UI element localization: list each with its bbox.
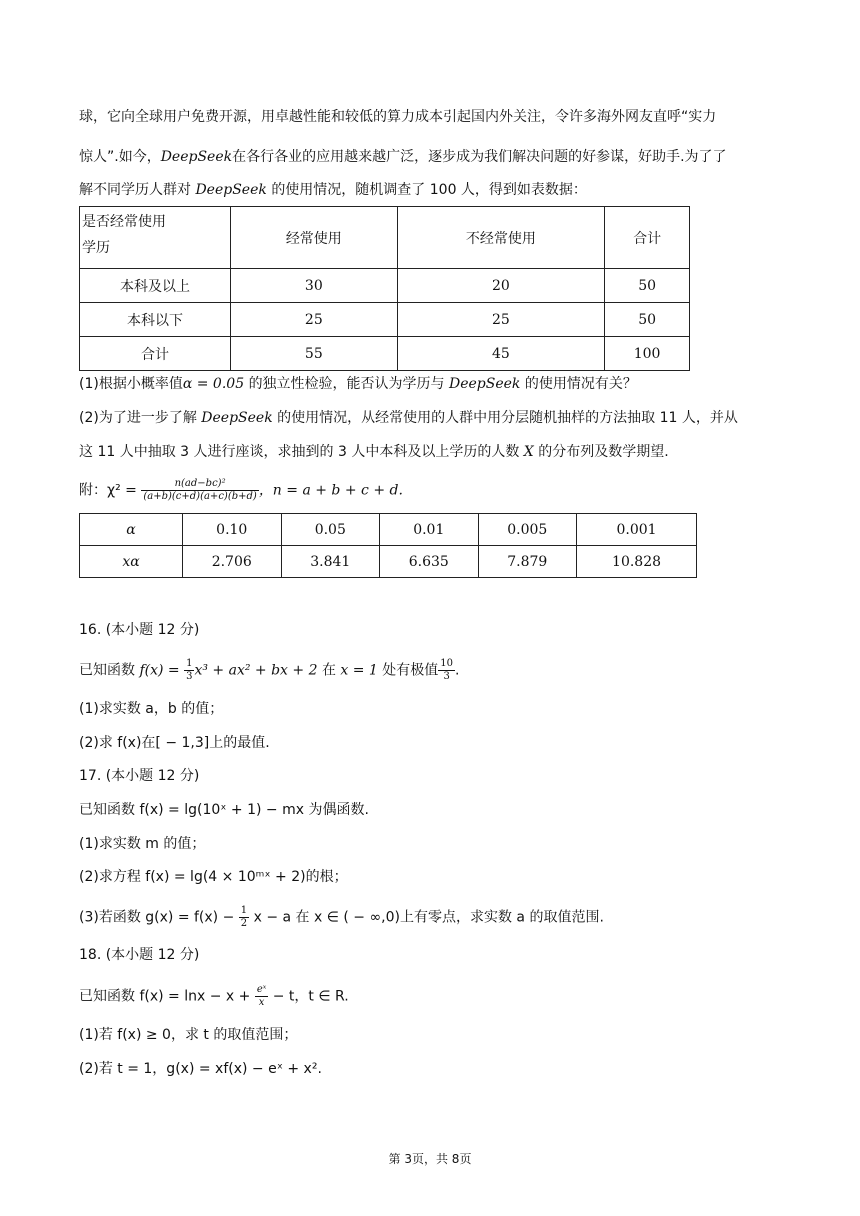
column-header: 经常使用 <box>231 207 398 269</box>
alpha-value: α = 0.05 <box>182 376 245 392</box>
table-cell: 30 <box>231 269 398 303</box>
fraction-denominator: 3 <box>186 671 193 682</box>
q16-stem-at: 在 <box>321 662 336 679</box>
q15-part1-start: (1)根据小概率值 <box>79 376 183 392</box>
table-cell: 7.879 <box>478 546 577 578</box>
intro-line-2-start: 惊人”.如今， <box>79 149 161 165</box>
critical-value-table <box>79 513 697 578</box>
table-cell: 45 <box>397 337 605 371</box>
survey-table <box>79 206 690 371</box>
function-name: f(x) = <box>139 662 185 679</box>
q17-part1: (1)求实数 m 的值； <box>79 836 206 852</box>
q15-part2-cont-text: 这 11 人中抽取 3 人进行座谈，求抽到的 3 人中本科及以上学历的人数 <box>79 444 520 460</box>
header-top-label: 是否经常使用 <box>82 214 166 230</box>
fraction-denominator: 2 <box>240 918 248 929</box>
q15-appendix <box>79 478 403 503</box>
deepseek-term: DeepSeek <box>195 182 267 198</box>
variable-x: X <box>523 444 534 460</box>
table-corner-header <box>80 207 231 269</box>
table-cell: 3.841 <box>281 546 380 578</box>
q17-part2: (2)求方程 f(x) = lg(4 × 10ᵐˣ + 2)的根； <box>79 869 348 885</box>
table-cell: 0.01 <box>380 514 479 546</box>
table-row <box>80 546 697 578</box>
intro-line-1: 球，它向全球用户免费开源，用卓越性能和较低的算力成本引起国内外关注，令许多海外网友直呼“实力 <box>79 109 717 125</box>
table-row <box>80 337 690 371</box>
intro-line-2-end: 在各行各业的应用越来越广泛，逐步成为我们解决问题的好参谋，好助手.为了了 <box>232 149 727 165</box>
deepseek-term: DeepSeek <box>201 410 273 426</box>
table-cell: 100 <box>605 337 690 371</box>
deepseek-term: DeepSeek <box>160 149 233 165</box>
q18-part2: (2)若 t = 1，g(x) = xf(x) − eˣ + x². <box>79 1061 322 1077</box>
q15-part2-end: 的使用情况，从经常使用的人群中用分层随机抽样的方法抽取 11 人，并从 <box>277 410 738 426</box>
q15-part2 <box>79 408 738 428</box>
fraction-numerator: eˣ <box>256 984 267 995</box>
table-cell: 55 <box>231 337 398 371</box>
row-label: 本科以下 <box>80 303 231 337</box>
appendix-label: 附：χ² = <box>79 482 137 499</box>
fraction-denominator: x <box>258 997 265 1008</box>
q17-part3-end: x − a 在 x ∈ ( − ∞,0)上有零点，求实数 a 的取值范围. <box>253 909 604 926</box>
header-bottom-label: 学历 <box>82 240 110 256</box>
table-cell: 25 <box>231 303 398 337</box>
q15-part2-cont <box>79 442 669 462</box>
polynomial: x³ + ax² + bx + 2 <box>194 662 318 679</box>
row-label: 合计 <box>80 337 231 371</box>
intro-line-2 <box>79 147 727 167</box>
coef-fraction <box>184 658 194 683</box>
appendix-tail: ，n = a + b + c + d. <box>258 482 403 499</box>
fraction-numerator: n(ad−bc)² <box>141 478 258 491</box>
q15-part2-start: (2)为了进一步了解 <box>79 410 197 426</box>
q18-title: 18. (本小题 12 分) <box>79 947 200 963</box>
table-cell: 0.001 <box>577 514 697 546</box>
row-label: α <box>80 514 183 546</box>
table-cell: 25 <box>397 303 605 337</box>
page-footer: 第 3页，共 8页 <box>388 1152 472 1166</box>
q16-title: 16. (本小题 12 分) <box>79 622 200 638</box>
table-cell: 0.05 <box>281 514 380 546</box>
q17-part3-start: (3)若函数 g(x) = f(x) − <box>79 909 235 926</box>
q16-stem-extreme: 处有极值 <box>382 662 439 679</box>
q18-part1: (1)若 f(x) ≥ 0，求 t 的取值范围； <box>79 1027 298 1043</box>
q17-title: 17. (本小题 12 分) <box>79 768 200 784</box>
fraction-numerator: 1 <box>240 905 248 916</box>
q18-stem <box>79 984 349 1009</box>
fraction-numerator: 10 <box>440 658 454 669</box>
table-row <box>80 303 690 337</box>
column-header: 合计 <box>605 207 690 269</box>
x-equals-1: x = 1 <box>340 662 378 679</box>
q17-part3 <box>79 905 604 930</box>
q15-part2-cont-end: 的分布列及数学期望. <box>538 444 669 460</box>
table-row <box>80 269 690 303</box>
table-cell: 6.635 <box>380 546 479 578</box>
fraction-numerator: 1 <box>186 658 193 669</box>
q18-stem-end: − t，t ∈ R. <box>272 988 349 1005</box>
table-cell: 0.005 <box>478 514 577 546</box>
table-cell: 20 <box>397 269 605 303</box>
extreme-value-fraction <box>438 658 455 683</box>
row-label: xα <box>80 546 183 578</box>
table-cell: 50 <box>605 269 690 303</box>
table-cell: 0.10 <box>183 514 282 546</box>
q15-part1-end: 的使用情况有关？ <box>524 376 637 392</box>
q16-stem-start: 已知函数 <box>79 662 135 679</box>
q18-stem-start: 已知函数 f(x) = lnx − x + <box>79 988 251 1005</box>
q16-part1: (1)求实数 a，b 的值； <box>79 701 224 717</box>
table-cell: 50 <box>605 303 690 337</box>
q16-stem: 已知函数 f(x) = $\frac{1}{3}$ x³ + ax² + bx + 2 在 x = 1 处有极值 $\frac{10}{3}$ . <box>79 658 460 682</box>
q16-part2: (2)求 f(x)在[ − 1,3]上的最值. <box>79 735 270 751</box>
intro-line-3-start: 解不同学历人群对 <box>79 182 191 198</box>
q15-part1 <box>79 374 637 394</box>
fraction-denominator: (a+b)(c+d)(a+c)(b+d) <box>143 491 257 502</box>
q15-part1-mid: 的独立性检验，能否认为学历与 <box>248 376 445 392</box>
table-cell: 2.706 <box>183 546 282 578</box>
column-header: 不经常使用 <box>397 207 605 269</box>
deepseek-term: DeepSeek <box>449 376 521 392</box>
chi-square-fraction <box>141 478 258 503</box>
row-label: 本科及以上 <box>80 269 231 303</box>
half-fraction <box>239 905 249 930</box>
table-row <box>80 514 697 546</box>
intro-line-3 <box>79 180 587 200</box>
q17-stem: 已知函数 f(x) = lg(10ˣ + 1) − mx 为偶函数. <box>79 802 369 818</box>
table-cell: 10.828 <box>577 546 697 578</box>
intro-line-3-end: 的使用情况，随机调查了 100 人，得到如表数据： <box>271 182 587 198</box>
exp-fraction <box>255 984 268 1009</box>
fraction-denominator: 3 <box>443 671 450 682</box>
